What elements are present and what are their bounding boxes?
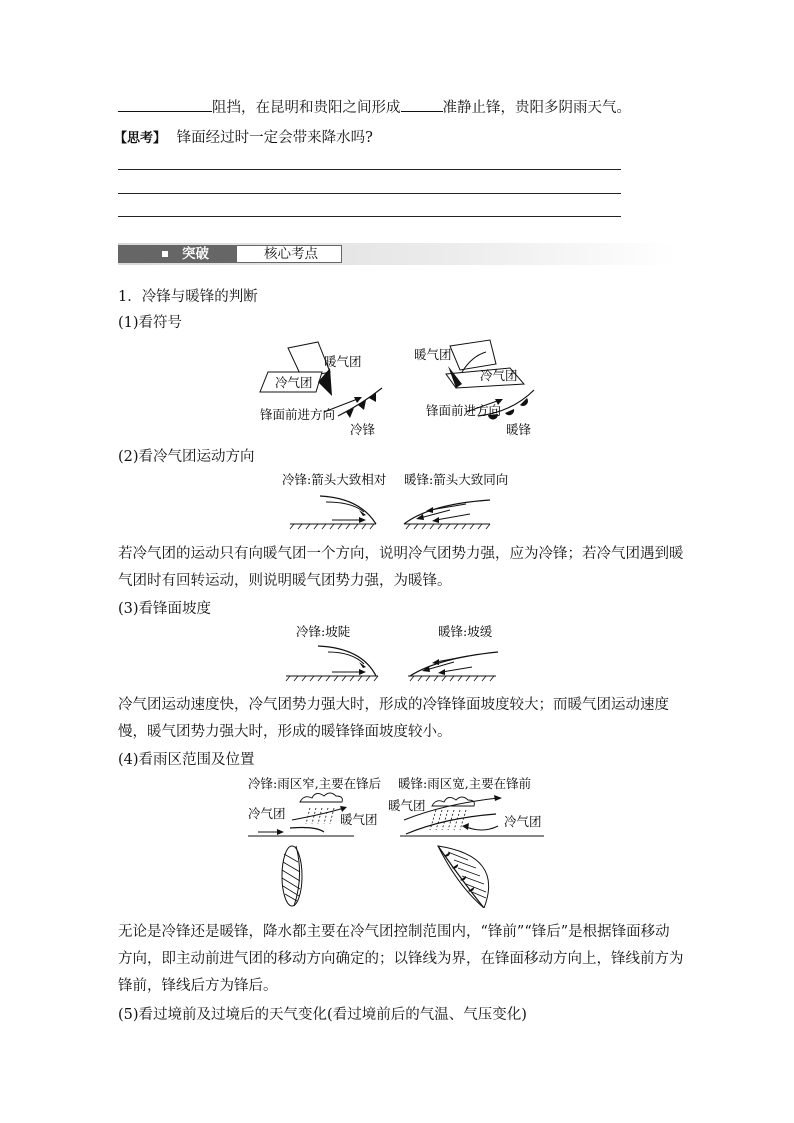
answer-blank-2[interactable] <box>401 96 443 112</box>
section-banner <box>118 243 676 265</box>
fig4-warm-mass-right: 暖气团 <box>388 798 426 813</box>
fig1-warm-front-label: 暖锋 <box>506 422 532 437</box>
fig1-cold-front-label: 冷锋 <box>350 422 376 437</box>
subheading-rain-area: (4)看雨区范围及位置 <box>118 752 255 768</box>
square-bullet-icon <box>162 251 168 257</box>
cold-air-arrow-icon <box>359 517 366 523</box>
fig4-warm-mass-left: 暖气团 <box>340 812 378 827</box>
fig4-cold-label: 冷锋:雨区窄,主要在锋后 <box>248 776 382 791</box>
fig1-direction-label-1: 锋面前进方向 <box>260 407 336 422</box>
fig1-cold-mass-label-2: 冷气团 <box>480 368 518 383</box>
subheading-slope: (3)看锋面坡度 <box>118 601 212 617</box>
top-line-text-2: 准静止锋，贵阳多阴雨天气。 <box>442 100 631 116</box>
fig4-cold-mass-left: 冷气团 <box>248 806 286 821</box>
subheading-motion: (2)看冷气团运动方向 <box>118 449 255 465</box>
answer-line-3[interactable] <box>118 216 621 217</box>
cold-front-triangle-icon <box>358 400 366 410</box>
think-prompt <box>114 128 373 149</box>
warm-front-semicircle-icon <box>505 409 514 415</box>
answer-line-2[interactable] <box>118 193 621 194</box>
gentle-front-surface <box>410 652 498 676</box>
banner-tag: 突破 <box>182 246 209 262</box>
motion-direction-figure <box>280 470 530 532</box>
think-tag: 【思考】 <box>114 131 167 146</box>
answer-blank-1[interactable] <box>118 96 212 112</box>
section-heading: 1．冷锋与暖锋的判断 <box>118 289 258 305</box>
cold-air-arrow-icon-2 <box>359 669 366 675</box>
cold-front-line <box>338 388 382 416</box>
fig1-direction-label-2: 锋面前进方向 <box>426 403 502 418</box>
fig2-warm-label: 暖锋:箭头大致同向 <box>404 472 509 487</box>
warm-front-surface <box>404 500 490 524</box>
banner-title: 核心考点 <box>264 246 318 262</box>
answer-line-1[interactable] <box>118 169 621 170</box>
paragraph-rain-area: 无论是冷锋还是暖锋，降水都主要在冷气团控制范围内，“锋前”“锋后”是根据锋面移动方向，即主动前进气团的移动方向确定的；以锋线为界，在锋面移动方向上，锋线前方为锋前，锋线后方为锋后。 <box>118 924 684 994</box>
top-line <box>118 96 631 118</box>
rain-lines-2 <box>430 810 466 830</box>
front-slope-figure <box>282 622 532 684</box>
fig3-cold-label: 冷锋:坡陡 <box>296 624 351 639</box>
fig1-warm-mass-label-2: 暖气团 <box>414 347 452 362</box>
fig1-cold-mass-label: 冷气团 <box>275 375 313 390</box>
think-question: 锋面经过时一定会带来降水吗? <box>176 130 373 146</box>
rain-area-figure <box>244 774 564 908</box>
subheading-symbols: (1)看符号 <box>118 315 183 331</box>
ground-hatch <box>290 524 374 529</box>
fig4-warm-label: 暖锋:雨区宽,主要在锋前 <box>398 776 532 791</box>
subheading-weather-change: (5)看过境前及过境后的天气变化(看过境前后的气温、气压变化) <box>118 1007 527 1023</box>
warm-air-block-2 <box>450 340 496 370</box>
fig3-warm-label: 暖锋:坡缓 <box>438 624 493 639</box>
fig1-warm-mass-label: 暖气团 <box>324 354 362 369</box>
fig4-cold-mass-right: 冷气团 <box>504 814 542 829</box>
paragraph-motion: 若冷气团的运动只有向暖气团一个方向，说明冷气团势力强，应为冷锋；若冷气团遇到暖气团时有回转运动，则说明暖气团势力强，为暖锋。 <box>118 546 684 589</box>
cloud-icon <box>300 793 342 802</box>
top-line-text-1: 阻挡，在昆明和贵阳之间形成 <box>212 100 401 116</box>
cloud-icon-2 <box>432 797 474 806</box>
paragraph-slope: 冷气团运动速度快，冷气团势力强大时，形成的冷锋锋面坡度较大；而暖气团运动速度慢，暖气团势力强大时，形成的暖锋锋面坡度较小。 <box>118 697 669 740</box>
fig2-cold-label: 冷锋:箭头大致相对 <box>282 472 387 487</box>
front-symbol-figure <box>250 338 540 440</box>
